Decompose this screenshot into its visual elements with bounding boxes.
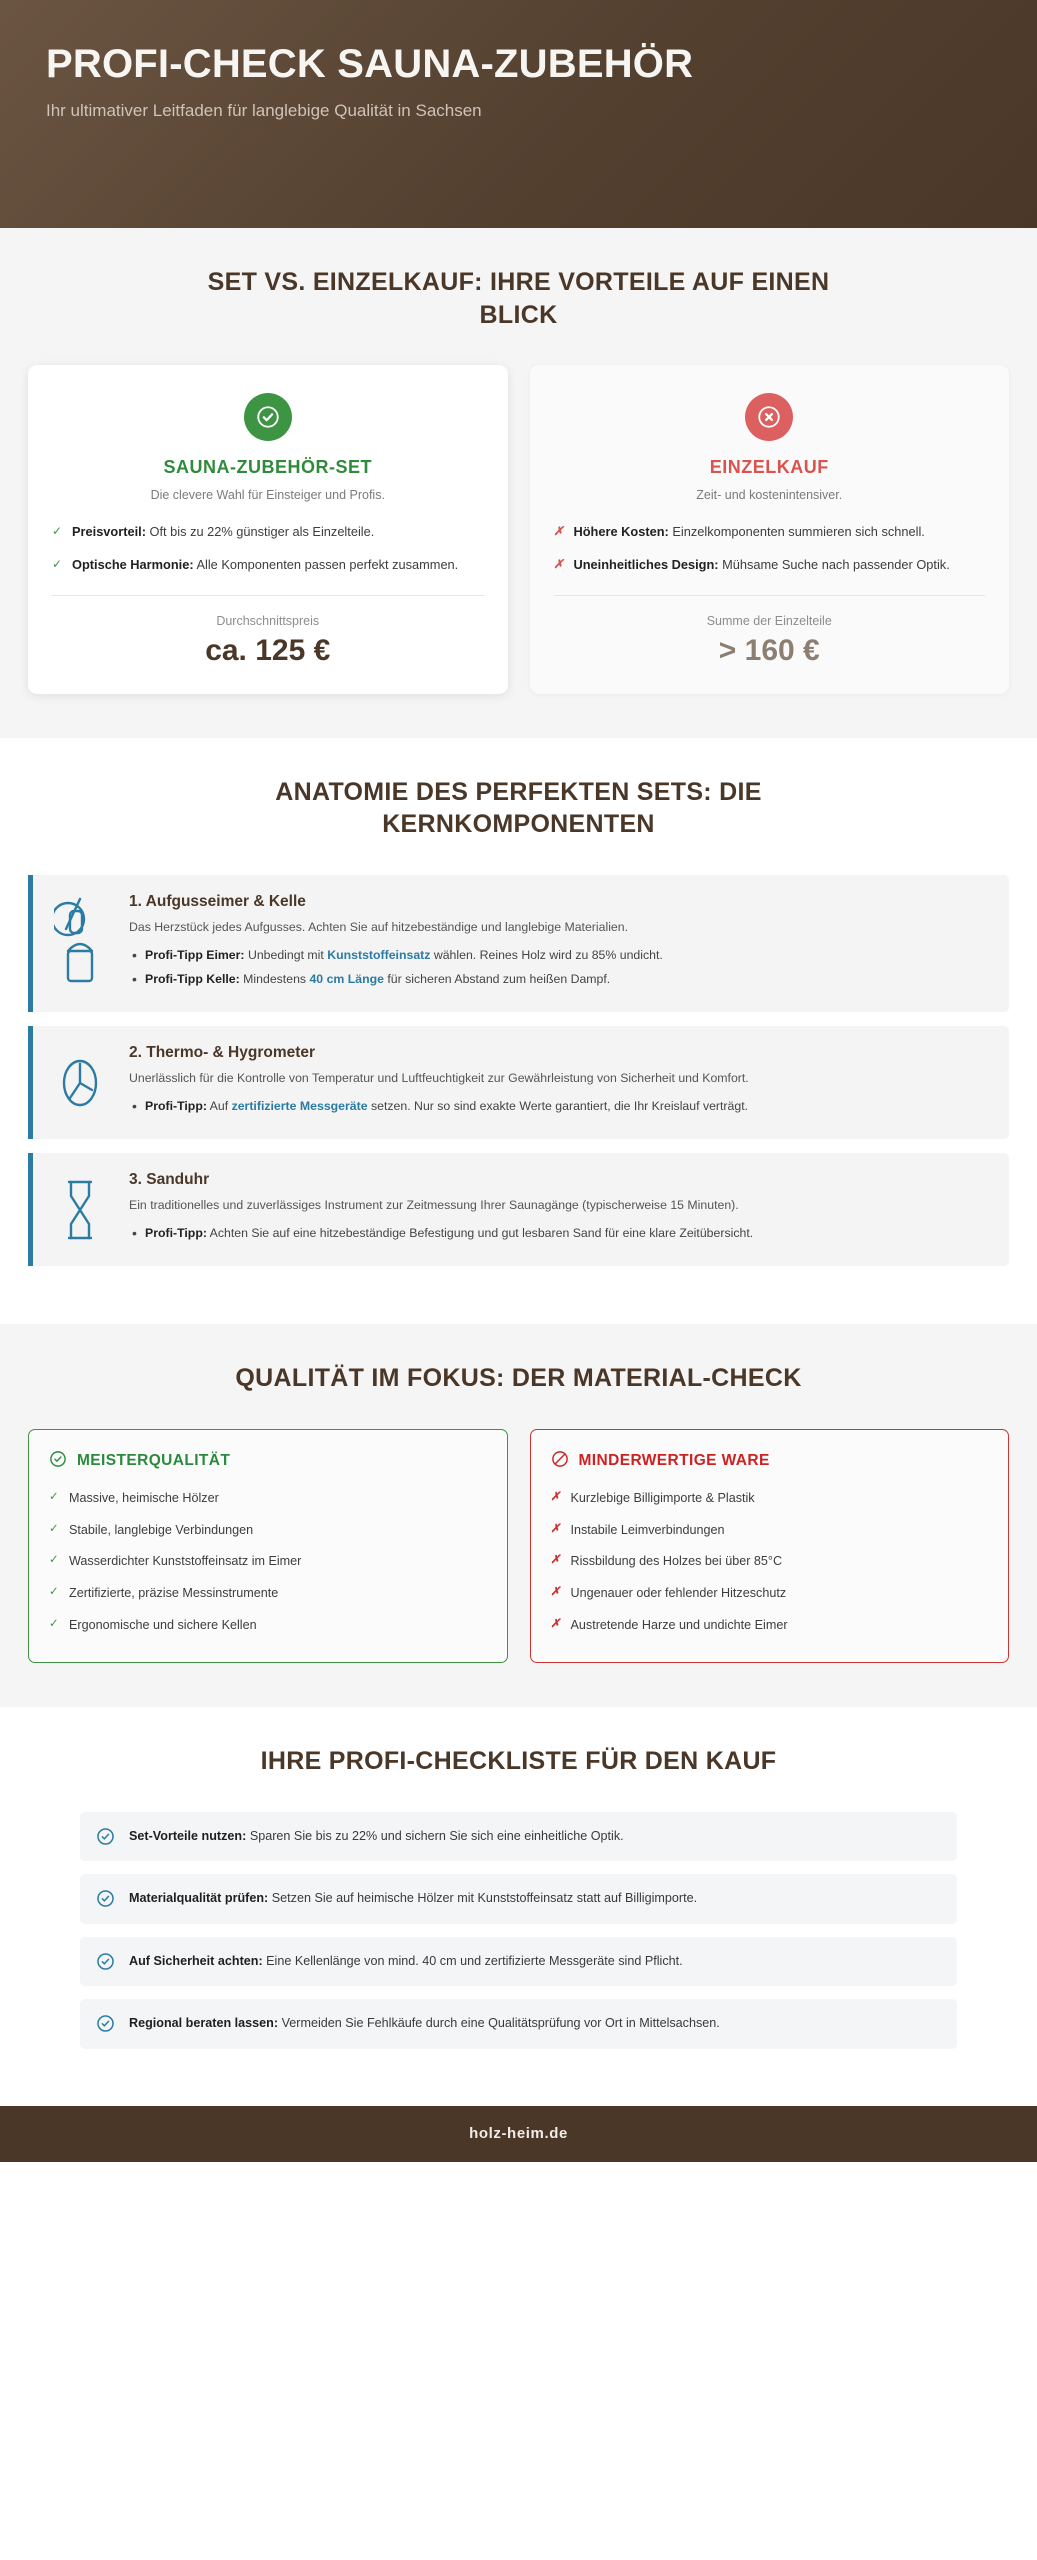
page-footer [0, 2106, 1037, 2162]
quality-bad-list [551, 1489, 989, 1635]
list-item [554, 555, 986, 574]
x-mark-icon: ✗ [550, 1490, 561, 1503]
ban-icon [551, 1450, 569, 1473]
bucket-ladle-icon [51, 893, 109, 994]
list-item [80, 1999, 957, 2049]
check-mark-icon: ✓ [52, 557, 63, 572]
component-body [129, 1044, 985, 1121]
check-mark-icon: ✓ [49, 1522, 59, 1535]
list-item [80, 1812, 957, 1862]
list-item [80, 1874, 957, 1924]
list-item [80, 1937, 957, 1987]
quality-bad-header [551, 1450, 989, 1473]
comparison-section [0, 228, 1037, 738]
check-circle-outline-icon [96, 1889, 116, 1908]
set-card [28, 365, 508, 694]
check-circle-icon [244, 393, 292, 441]
anatomy-section [0, 738, 1037, 1324]
x-mark-icon: ✗ [553, 524, 564, 538]
quality-good-list [49, 1489, 487, 1635]
quality-section-title: QUALITÄT IM FOKUS: DER MATERIAL-CHECK [235, 1364, 802, 1393]
single-card-title: EINZELKAUF [709, 457, 829, 477]
single-price-value: > 160 € [718, 633, 820, 667]
highlight-text: Kunststoffeinsatz [327, 947, 431, 962]
quality-good-header [49, 1450, 487, 1473]
list-item-text: Stabile, langlebige Verbindungen [69, 1522, 254, 1537]
footer-brand: holz-heim.de [469, 2124, 568, 2142]
list-item-text: Regional beraten lassen: Vermeiden Sie Fehlkäufe durch eine Qualitätsprüfung vor Ort in Mittelsachsen. [129, 2016, 720, 2031]
list-item [52, 555, 484, 574]
set-benefit-list [52, 522, 484, 589]
quality-good-box [28, 1429, 508, 1663]
list-item-text: Preisvorteil: Oft bis zu 22% günstiger als Einzelteile. [72, 524, 375, 539]
list-item [551, 1584, 989, 1603]
list-item-text: Uneinheitliches Design: Mühsame Suche nach passender Optik. [573, 557, 950, 573]
highlight-text: zertifizierte Messgeräte [231, 1099, 368, 1114]
list-item [551, 1616, 989, 1635]
list-item-text: Instabile Leimverbindungen [570, 1522, 725, 1537]
quality-grid [28, 1429, 1009, 1663]
list-item-text: Massive, heimische Hölzer [69, 1490, 219, 1505]
x-circle-icon [745, 393, 793, 441]
list-item [52, 522, 484, 541]
list-item-text: Optische Harmonie: Alle Komponenten passen perfekt zusammen. [72, 557, 459, 573]
page-subtitle: Ihr ultimativer Leitfaden für langlebige Qualität in Sachsen [46, 100, 482, 120]
list-item: • Profi-Tipp Eimer: Unbedingt mit Kunststoffeinsatz wählen. Reines Holz wird zu 85% undicht. [145, 946, 985, 965]
comparison-grid [28, 365, 1009, 694]
list-item-text: Kurzlebige Billigimporte & Plastik [570, 1490, 755, 1505]
component-heading: 1. Aufgusseimer & Kelle [129, 892, 306, 910]
check-mark-icon: ✓ [49, 1490, 59, 1503]
component-row-aufgusseimer [28, 875, 1009, 1012]
x-mark-icon: ✗ [553, 557, 564, 572]
check-mark-icon: ✓ [52, 524, 63, 538]
list-item [49, 1489, 487, 1508]
single-price-label: Summe der Einzelteile [706, 613, 832, 628]
set-price-label: Durchschnittspreis [216, 613, 320, 628]
list-item-text: Materialqualität prüfen: Setzen Sie auf heimische Hölzer mit Kunststoffeinsatz statt auf Billigimporte. [129, 1891, 698, 1906]
x-mark-icon: ✗ [550, 1554, 561, 1567]
list-item [49, 1552, 487, 1571]
check-circle-outline-icon [96, 1827, 116, 1846]
list-item [554, 522, 986, 541]
component-heading: 3. Sanduhr [129, 1171, 210, 1189]
set-price-value: ca. 125 € [205, 633, 331, 667]
page-title: PROFI-CHECK SAUNA-ZUBEHÖR [46, 42, 694, 86]
list-item-text: Austretende Harze und undichte Eimer [570, 1618, 788, 1633]
quality-bad-box [530, 1429, 1010, 1663]
list-item [49, 1584, 487, 1603]
list-item-text: Rissbildung des Holzes bei über 85°C [570, 1554, 783, 1569]
single-drawback-list [554, 522, 986, 589]
list-item [551, 1521, 989, 1540]
check-mark-icon: ✓ [49, 1554, 59, 1567]
component-description: Unerlässlich für die Kontrolle von Temperatur und Luftfeuchtigkeit zur Gewährleistung von Sicherheit und Komfort. [129, 1071, 749, 1086]
component-row-sanduhr [28, 1153, 1009, 1266]
component-body [129, 1171, 985, 1248]
highlight-text: 40 cm Länge [309, 971, 384, 986]
component-heading: 2. Thermo- & Hygrometer [129, 1044, 316, 1062]
single-purchase-card [530, 365, 1010, 694]
checklist-section-title: IHRE PROFI-CHECKLISTE FÜR DEN KAUF [260, 1747, 777, 1776]
list-item: • Profi-Tipp: Achten Sie auf eine hitzebeständige Befestigung und gut lesbaren Sand für eine klare Zeitübersicht. [145, 1224, 985, 1243]
single-price-block [554, 595, 986, 668]
list-item-text: Zertifizierte, präzise Messinstrumente [69, 1586, 279, 1601]
thermometer-gauge-icon [51, 1044, 109, 1121]
list-item-text: Set-Vorteile nutzen: Sparen Sie bis zu 22% und sichern Sie sich eine einheitliche Optik. [129, 1828, 624, 1843]
quality-good-title: MEISTERQUALITÄT [77, 1452, 231, 1470]
checklist-wrapper [28, 1812, 1009, 2049]
list-item-text: Höhere Kosten: Einzelkomponenten summieren sich schnell. [573, 524, 925, 539]
check-mark-icon: ✓ [49, 1586, 59, 1599]
component-description: Das Herzstück jedes Aufgusses. Achten Sie auf hitzebeständige und langlebige Materialien. [129, 919, 629, 934]
check-circle-outline-icon [49, 1450, 67, 1473]
list-item-text: Ungenauer oder fehlender Hitzeschutz [570, 1586, 787, 1601]
check-circle-outline-icon [96, 2014, 116, 2033]
component-body [129, 893, 985, 994]
component-tip-list [129, 1224, 985, 1243]
list-item-text: Auf Sicherheit achten: Eine Kellenlänge von mind. 40 cm und zertifizierte Messgeräte sind Pflicht. [129, 1953, 683, 1968]
component-row-thermo-hygrometer [28, 1026, 1009, 1139]
list-item: • Profi-Tipp Kelle: Mindestens 40 cm Länge für sicheren Abstand zum heißen Dampf. [145, 970, 985, 989]
comparison-section-title: SET VS. EINZELKAUF: IHRE VORTEILE AUF EINEN BLICK [207, 268, 830, 329]
x-mark-icon: ✗ [550, 1586, 561, 1599]
list-item-text: Wasserdichter Kunststoffeinsatz im Eimer [69, 1554, 302, 1569]
component-tip-list [129, 1097, 985, 1116]
component-description: Ein traditionelles und zuverlässiges Instrument zur Zeitmessung Ihrer Saunagänge (typischerweise 15 Minuten). [129, 1198, 739, 1213]
set-card-tagline: Die clevere Wahl für Einsteiger und Profis. [150, 488, 385, 502]
anatomy-section-title: ANATOMIE DES PERFEKTEN SETS: DIE KERNKOMPONENTEN [275, 777, 762, 839]
list-item [49, 1616, 487, 1635]
check-mark-icon: ✓ [49, 1618, 59, 1631]
set-card-title: SAUNA-ZUBEHÖR-SET [163, 457, 372, 477]
x-mark-icon: ✗ [550, 1618, 561, 1631]
list-item: • Profi-Tipp: Auf zertifizierte Messgeräte setzen. Nur so sind exakte Werte garantiert, die Ihr Kreislauf verträgt. [145, 1097, 985, 1116]
list-item [551, 1552, 989, 1571]
hero-header [0, 0, 1037, 228]
quality-section [0, 1324, 1037, 1707]
x-mark-icon: ✗ [550, 1522, 561, 1535]
list-item-text: Ergonomische und sichere Kellen [69, 1618, 257, 1633]
list-item [49, 1521, 487, 1540]
quality-bad-title: MINDERWERTIGE WARE [578, 1452, 770, 1470]
set-price-block [52, 595, 484, 668]
single-card-tagline: Zeit- und kostenintensiver. [696, 488, 843, 502]
check-circle-outline-icon [96, 1952, 116, 1971]
list-item [551, 1489, 989, 1508]
hourglass-icon [51, 1171, 109, 1248]
checklist-section [0, 1707, 1037, 2106]
component-tip-list [129, 946, 985, 989]
